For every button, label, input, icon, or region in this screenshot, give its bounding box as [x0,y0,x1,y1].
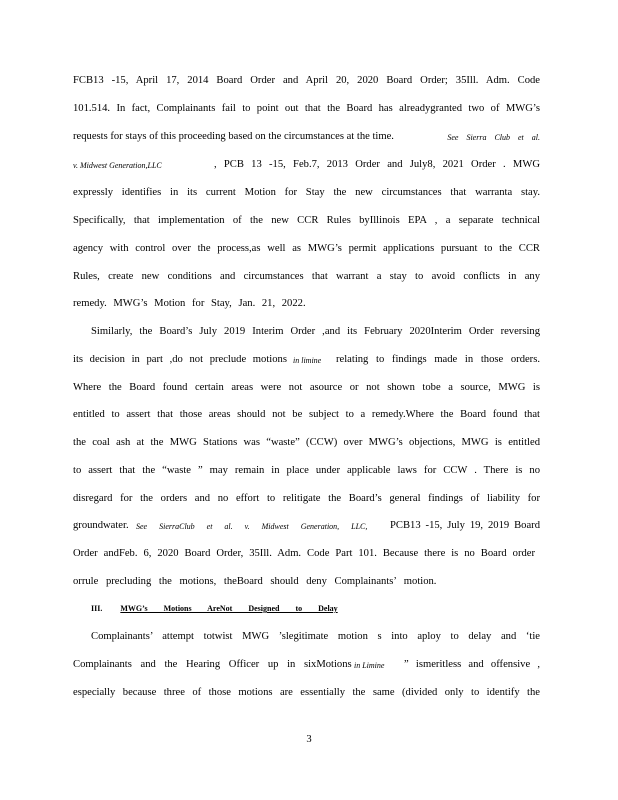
body-line: agency with control over the process,as well as MWG’s permit applications pursuant to the CCR [73,243,540,254]
body-line: Where the Board found certain areas were not asource or not shown tobe a source, MWG is [73,382,540,393]
section-title: MWG’s Motions AreNot Designed to Delay [120,604,338,613]
body-line: relating to findings made in those orders. [336,354,540,365]
page-number: 3 [306,734,312,745]
body-line: groundwater. [73,520,129,531]
body-line: requests for stays of this proceeding based on the circumstances at the time. [73,131,394,142]
body-line: disregard for the orders and no effort to relitigate the Board’s general findings of liability for [73,493,540,504]
body-line: expressly identifies in its current Motion for Stay the new circumstances that warranta stay. [73,187,540,198]
body-line: orrule precluding the motions, theBoard should deny Complainants’ motion. [73,576,437,587]
body-line: , PCB 13 -15, Feb.7, 2013 Order and July8, 2021 Order . MWG [214,159,540,170]
section-heading [91,604,338,613]
body-line: Order andFeb. 6, 2020 Board Order, 35Ill. Adm. Code Part 101. Because there is no Board order [73,548,535,559]
body-line: Specifically, that implementation of the new CCR Rules byIllinois EPA , a separate technical [73,215,540,226]
body-line: the coal ash at the MWG Stations was “waste” (CCW) over MWG’s objections, MWG is entitled [73,437,540,448]
body-line: entitled to assert that those areas should not be subject to a remedy.Where the Board found that [73,409,540,420]
body-line: to assert that the “waste ” may remain in place under applicable laws for CCW . There is no [73,465,540,476]
body-line: ” ismeritless and offensive , [404,659,540,670]
body-line: Rules, create new conditions and circumstances that warrant a stay to avoid conflicts in any [73,271,540,282]
body-line: Similarly, the Board’s July 2019 Interim Order ,and its February 2020Interim Order reversing [91,326,540,337]
latin-phrase: in Limine [354,661,385,670]
body-line: Complainants and the Hearing Officer up in sixMotions [73,659,352,670]
body-line: especially because three of those motions are essentially the same (divided only to identify the [73,687,540,698]
body-line: PCB13 -15, July 19, 2019 Board [390,520,540,531]
citation-case-name: See Sierra Club et al. [447,133,540,142]
body-line: FCB13 -15, April 17, 2014 Board Order and April 20, 2020 Board Order; 35Ill. Adm. Code [73,75,540,86]
latin-phrase: in limine [293,356,322,365]
section-number: III. [91,604,103,613]
citation-case-name: v. Midwest Generation,LLC [73,161,162,170]
body-line: its decision in part ,do not preclude motions [73,354,287,365]
body-line: Complainants’ attempt totwist MWG ’slegitimate motion s into aploy to delay and ‘tie [91,631,540,642]
body-line: remedy. MWG’s Motion for Stay, Jan. 21, 2022. [73,298,306,309]
citation-case-name: See SierraClub et al. v. Midwest Generation, LLC, [136,522,368,531]
body-line: 101.514. In fact, Complainants fail to point out that the Board has alreadygranted two of MWG’s [73,103,540,114]
